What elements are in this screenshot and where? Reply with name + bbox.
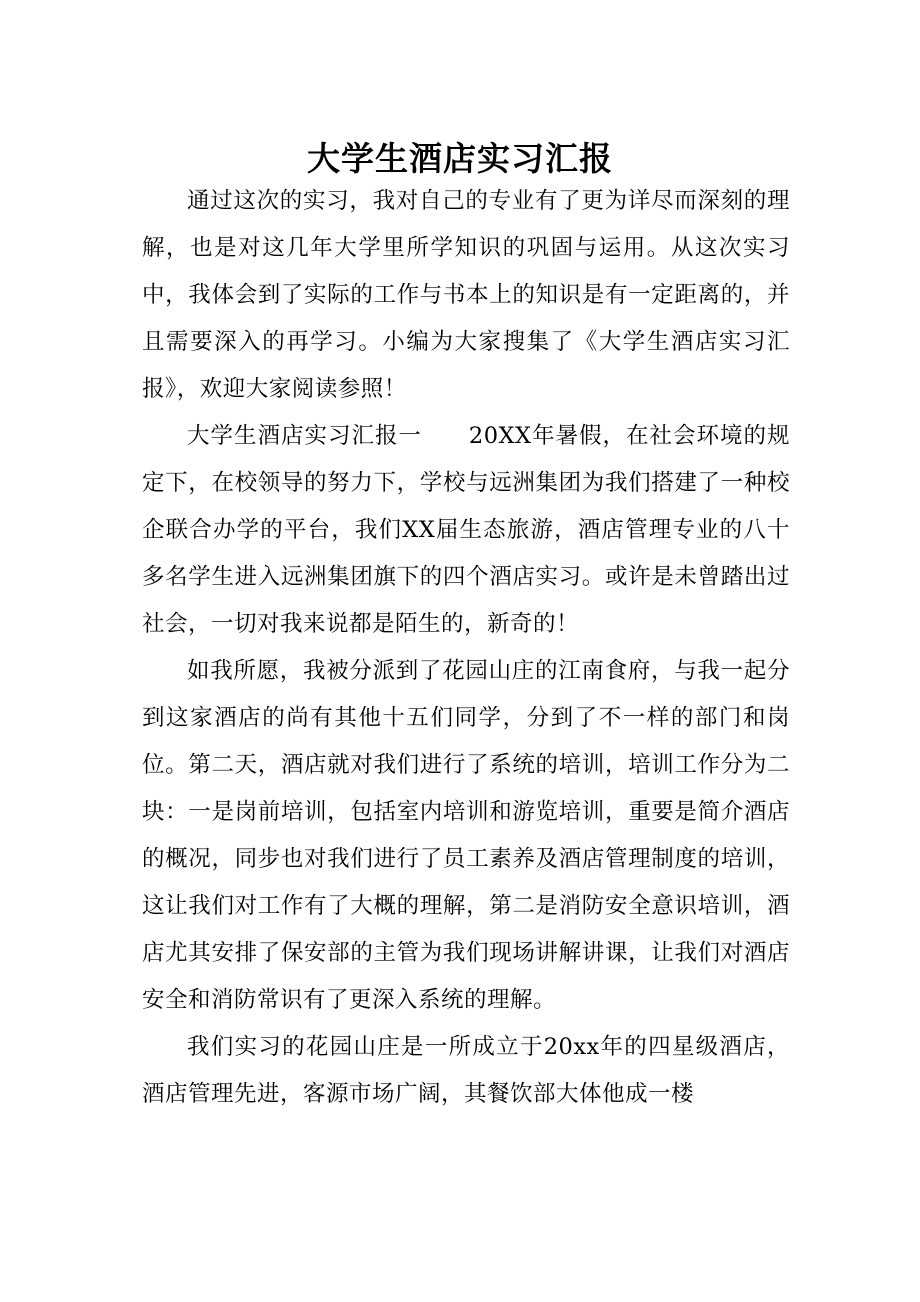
paragraph-2: 大学生酒店实习汇报一 20XX年暑假，在社会环境的规定下，在校领导的努力下，学校与远洲集团为我们搭建了一种校企联合办学的平台，我们XX届生态旅游，酒店管理专业的八十多名学生进入远洲集团旗下的四个酒店实习。或许是未曾踏出过社会，一切对我来说都是陌生的，新奇的！ [142, 423, 790, 637]
document-body [142, 178, 790, 1118]
paragraph-3: 如我所愿，我被分派到了花园山庄的江南食府，与我一起分到这家酒店的尚有其他十五们同学，分到了不一样的部门和岗位。第二天，酒店就对我们进行了系统的培训，培训工作分为二块：一是岗前培训，包括室内培训和游览培训，重要是简介酒店的概况，同步也对我们进行了员工素养及酒店管理制度的培训，这让我们对工作有了大概的理解，第二是消防安全意识培训，酒店尤其安排了保安部的主管为我们现场讲解讲课，让我们对酒店安全和消防常识有了更深入系统的理解。 [142, 658, 790, 1013]
paragraph-1: 通过这次的实习，我对自己的专业有了更为详尽而深刻的理解，也是对这几年大学里所学知识的巩固与运用。从这次实习中，我体会到了实际的工作与书本上的知识是有一定距离的，并且需要深入的再学习。小编为大家搜集了《大学生酒店实习汇报》，欢迎大家阅读参照！ [142, 188, 790, 402]
paragraph-4: 我们实习的花园山庄是一所成立于20xx年的四星级酒店，酒店管理先进，客源市场广阔，其餐饮部大体他成一楼 [142, 1034, 790, 1107]
document-title: 大学生酒店实习汇报 [307, 139, 613, 179]
